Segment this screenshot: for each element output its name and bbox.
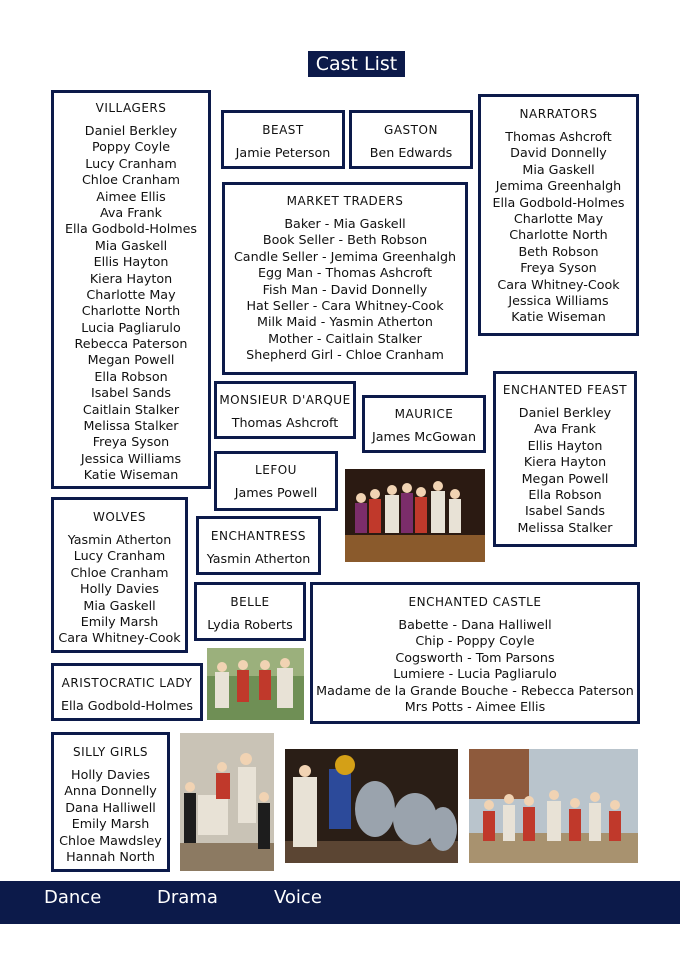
cast-name: Charlotte May [513,210,604,226]
cast-name: Thomas Ashcroft [505,129,612,144]
cast-photo-group-stage [345,469,485,562]
wolves-box [51,497,188,653]
enchanted-castle-box [310,582,640,724]
cast-name: Baker - Mia Gaskell [284,216,406,231]
market-traders-box [222,182,468,375]
maurice-box [362,395,486,453]
section-heading: MARKET TRADERS [286,194,404,208]
section-heading: VILLAGERS [95,101,167,115]
cast-name: Holly Davies [71,767,150,782]
cast-name: Freya Syson [520,260,597,276]
cast-name: James Powell [234,485,318,500]
cast-name: Ellis Hayton [527,437,603,453]
cast-name: Charlotte North [509,227,608,243]
cast-name: Ella Godbold-Holmes [60,698,194,713]
footer-dance: Dance [44,887,102,908]
section-heading: ARISTOCRATIC LADY [61,676,193,690]
cast-name: Beth Robson [518,243,599,259]
section-heading: GASTON [384,123,438,137]
monsieur-box [214,381,356,439]
enchanted-feast-box [493,371,637,547]
cast-name: Cara Whitney-Cook [58,630,181,646]
cast-name: Ella Robson [528,486,602,502]
cast-name: Caitlain Stalker [82,401,180,417]
cast-name: Charlotte May [86,286,176,302]
cast-name: Lucia Pagliarulo [81,319,181,335]
section-heading: MONSIEUR D'ARQUE [219,393,351,407]
cast-name: Holly Davies [80,581,159,597]
cast-name: Yasmin Atherton [206,551,311,566]
footer-bar [0,881,680,924]
cast-name: Ella Godbold-Holmes [64,221,198,237]
cast-name: Jamie Peterson [235,145,331,160]
cast-name: Hat Seller - Cara Whitney-Cook [246,297,444,313]
cast-name: Dana Halliwell [65,799,156,815]
cast-name: Freya Syson [92,434,170,450]
section-heading: ENCHANTED FEAST [502,383,628,397]
cast-name: Ava Frank [99,204,162,220]
section-heading: BELLE [230,595,270,609]
cast-name: Melissa Stalker [83,418,179,434]
cast-name: Cogsworth - Tom Parsons [395,649,555,665]
cast-photo-outdoor [207,648,304,720]
section-heading: BEAST [262,123,304,137]
cast-name: Egg Man - Thomas Ashcroft [257,265,433,281]
cast-name: Isabel Sands [524,503,606,519]
cast-name: Mia Gaskell [522,161,595,177]
cast-name: Hannah North [66,848,155,864]
cast-photo-teapot [180,733,274,871]
cast-name: Jessica Williams [80,450,182,466]
cast-name: Chip - Poppy Coyle [415,633,535,649]
cast-name: Megan Powell [87,352,175,368]
cast-name: Ben Edwards [369,145,453,160]
narrators-box [478,94,639,336]
cast-name: Emily Marsh [71,816,150,832]
cast-name: Chloe Mawdsley [59,832,162,848]
cast-photo-group-outdoor [469,749,638,863]
cast-name: Milk Maid - Yasmin Atherton [257,314,433,330]
cast-name: Lucy Cranham [73,548,166,564]
section-heading: MAURICE [394,407,454,421]
section-heading: LEFOU [255,463,297,477]
section-heading: NARRATORS [519,107,598,121]
cast-name: Megan Powell [521,470,609,486]
cast-name: Chloe Cranham [70,564,169,580]
cast-name: Jessica Williams [508,292,609,308]
cast-name: Katie Wiseman [511,309,606,325]
cast-name: Kiera Hayton [523,454,607,470]
cast-name: Aimee Ellis [96,188,166,204]
cast-name: Thomas Ashcroft [231,415,339,430]
cast-name: Ella Robson [94,368,168,384]
cast-name: Isabel Sands [90,385,172,401]
section-heading: ENCHANTRESS [210,529,307,543]
cast-name: Melissa Stalker [517,519,613,535]
villagers-box [51,90,211,489]
cast-name: Mia Gaskell [83,597,156,613]
cast-photo-wolves [285,749,458,863]
cast-name: Shepherd Girl - Chloe Cranham [246,347,444,363]
footer-drama: Drama [157,887,218,908]
cast-name: Lucy Cranham [85,155,177,171]
silly-girls-box [51,732,170,872]
cast-name: Candle Seller - Jemima Greenhalgh [233,248,457,264]
footer-voice: Voice [274,887,322,908]
cast-name: Emily Marsh [80,613,159,629]
cast-name: Jemima Greenhalgh [495,178,622,194]
cast-name: Anna Donnelly [64,783,157,799]
cast-name: Mia Gaskell [94,237,168,253]
cast-name: Mother - Caitlain Stalker [268,330,422,346]
cast-name: Charlotte North [81,303,181,319]
section-heading: ENCHANTED CASTLE [408,595,542,609]
aristocratic-lady-box [51,663,203,721]
cast-name: Katie Wiseman [83,467,179,483]
cast-name: David Donnelly [510,145,607,161]
cast-name: Rebecca Paterson [74,336,188,352]
cast-name: Daniel Berkley [518,405,612,420]
section-heading: WOLVES [92,510,147,524]
cast-name: Ella Godbold-Holmes [492,194,625,210]
cast-name: Kiera Hayton [89,270,173,286]
cast-name: Madame de la Grande Bouche - Rebecca Paterson [316,682,634,698]
cast-name: Lydia Roberts [207,617,293,632]
cast-name: Mrs Potts - Aimee Ellis [404,698,546,714]
enchantress-box [196,516,321,575]
section-heading: SILLY GIRLS [72,745,149,759]
cast-name: Lumiere - Lucia Pagliarulo [393,666,557,682]
lefou-box [214,451,338,511]
cast-name: Cara Whitney-Cook [497,276,620,292]
beast-box [221,110,345,169]
cast-name: Babette - Dana Halliwell [398,617,552,632]
cast-name: Yasmin Atherton [67,532,172,547]
cast-name: Poppy Coyle [91,139,171,155]
cast-name: Book Seller - Beth Robson [262,232,428,248]
cast-name: Ava Frank [533,421,596,437]
cast-name: James McGowan [371,429,477,444]
gaston-box [349,110,473,169]
belle-box [194,582,306,641]
cast-name: Chloe Cranham [81,172,181,188]
cast-name: Fish Man - David Donnelly [262,281,428,297]
page-title: Cast List [308,51,405,77]
cast-name: Ellis Hayton [93,254,169,270]
cast-name: Daniel Berkley [84,123,178,138]
